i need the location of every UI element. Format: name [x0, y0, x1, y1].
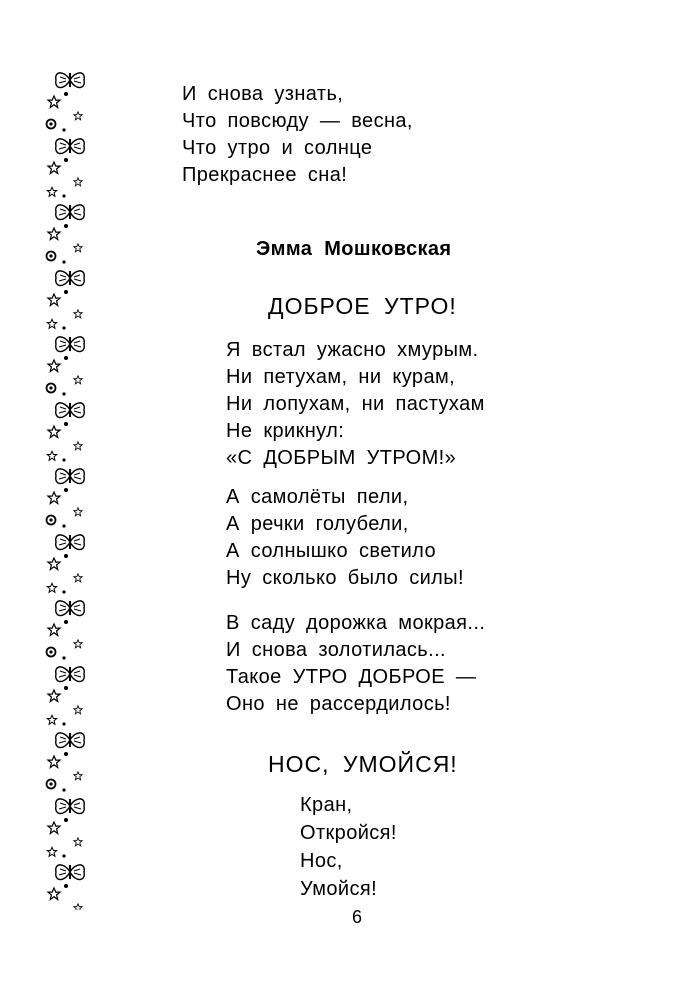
star-icon: [74, 442, 82, 450]
poem-line: Что повсюду — весна,: [182, 110, 413, 132]
dot-icon: [64, 488, 68, 492]
poem-line: И снова узнать,: [182, 83, 344, 105]
star-icon: [74, 838, 82, 846]
star-icon: [74, 310, 82, 318]
swirl-icon: [47, 384, 56, 393]
poem-line: Умойся!: [300, 878, 378, 900]
dot-icon: [64, 422, 68, 426]
star-icon: [48, 822, 60, 834]
star-icon: [48, 162, 60, 174]
poem-line: Я встал ужасно хмурым.: [226, 339, 479, 361]
poem-line: Прекраснее сна!: [182, 164, 348, 186]
butterfly-icon: [56, 667, 85, 682]
star-icon: [47, 319, 57, 328]
poem-line: И снова золотилась...: [226, 639, 447, 661]
star-icon: [74, 178, 82, 186]
poem-line: В саду дорожка мокрая...: [226, 612, 486, 634]
butterfly-icon: [56, 403, 85, 418]
dot-icon: [62, 854, 65, 857]
butterfly-icon: [56, 73, 85, 88]
poem-line: Не крикнул:: [226, 420, 345, 442]
butterfly-icon: [56, 799, 85, 814]
star-icon: [47, 715, 57, 724]
poem-stanza: [226, 484, 464, 592]
dot-icon: [64, 686, 68, 690]
dot-icon: [62, 128, 65, 131]
dot-icon: [62, 458, 65, 461]
butterfly-icon: [56, 601, 85, 616]
dot-icon: [62, 656, 65, 659]
dot-icon: [64, 356, 68, 360]
swirl-icon: [47, 780, 56, 789]
poem-stanza: [300, 791, 397, 903]
star-icon: [48, 756, 60, 768]
star-icon: [47, 187, 57, 196]
swirl-icon: [47, 120, 56, 129]
poem-line: Кран,: [300, 794, 353, 816]
poem-line: Откройся!: [300, 822, 397, 844]
butterfly-icon: [56, 337, 85, 352]
star-icon: [74, 904, 82, 910]
dot-icon: [64, 884, 68, 888]
dot-icon: [64, 818, 68, 822]
poem-line: Ну сколько было силы!: [226, 567, 464, 589]
poem-line: Что утро и солнце: [182, 137, 373, 159]
star-icon: [74, 112, 82, 120]
star-icon: [74, 574, 82, 582]
poem-line: А солнышко светило: [226, 540, 437, 562]
star-icon: [74, 772, 82, 780]
decorative-border: [40, 70, 90, 910]
dot-icon: [62, 260, 65, 263]
butterfly-icon: [56, 469, 85, 484]
poem-line: А самолёты пели,: [226, 486, 409, 508]
star-icon: [48, 228, 60, 240]
poem-line: Ни петухам, ни курам,: [226, 366, 456, 388]
dot-icon: [64, 752, 68, 756]
dot-icon: [62, 524, 65, 527]
star-icon: [47, 847, 57, 856]
star-icon: [48, 624, 60, 636]
dot-icon: [62, 194, 65, 197]
swirl-icon: [47, 516, 56, 525]
swirl-icon: [47, 648, 56, 657]
star-icon: [47, 451, 57, 460]
dot-icon: [64, 290, 68, 294]
butterfly-icon: [56, 865, 85, 880]
star-icon: [74, 706, 82, 714]
star-icon: [48, 294, 60, 306]
star-icon: [48, 360, 60, 372]
dot-icon: [64, 158, 68, 162]
dot-icon: [62, 392, 65, 395]
dot-icon: [62, 722, 65, 725]
poem-line: А речки голубели,: [226, 513, 409, 535]
poem-stanza: [226, 337, 485, 472]
star-icon: [48, 690, 60, 702]
dot-icon: [62, 326, 65, 329]
star-icon: [48, 558, 60, 570]
poem-title: НОС, УМОЙСЯ!: [268, 751, 458, 777]
star-icon: [48, 492, 60, 504]
star-icon: [74, 508, 82, 516]
butterfly-icon: [56, 733, 85, 748]
dot-icon: [62, 590, 65, 593]
dot-icon: [64, 92, 68, 96]
poem-line: «С ДОБРЫМ УТРОМ!»: [226, 447, 457, 469]
poem-line: Нос,: [300, 850, 343, 872]
swirl-icon: [47, 252, 56, 261]
dot-icon: [62, 788, 65, 791]
star-icon: [74, 244, 82, 252]
butterfly-icon: [56, 535, 85, 550]
poem-stanza: [226, 610, 485, 718]
star-icon: [74, 376, 82, 384]
butterfly-icon: [56, 271, 85, 286]
star-icon: [48, 888, 60, 900]
butterfly-icon: [56, 139, 85, 154]
poem-line: Ни лопухам, ни пастухам: [226, 393, 485, 415]
dot-icon: [64, 620, 68, 624]
star-icon: [48, 426, 60, 438]
author-name: Эмма Мошковская: [256, 238, 452, 260]
page-number: 6: [352, 907, 363, 927]
star-icon: [48, 96, 60, 108]
star-icon: [74, 640, 82, 648]
poem-line: Такое УТРО ДОБРОЕ —: [226, 666, 477, 688]
dot-icon: [64, 224, 68, 228]
previous-poem-ending: [182, 81, 413, 189]
poem-title: ДОБРОЕ УТРО!: [268, 293, 457, 319]
dot-icon: [64, 554, 68, 558]
butterfly-icon: [56, 205, 85, 220]
star-icon: [47, 583, 57, 592]
poem-line: Оно не рассердилось!: [226, 693, 451, 715]
